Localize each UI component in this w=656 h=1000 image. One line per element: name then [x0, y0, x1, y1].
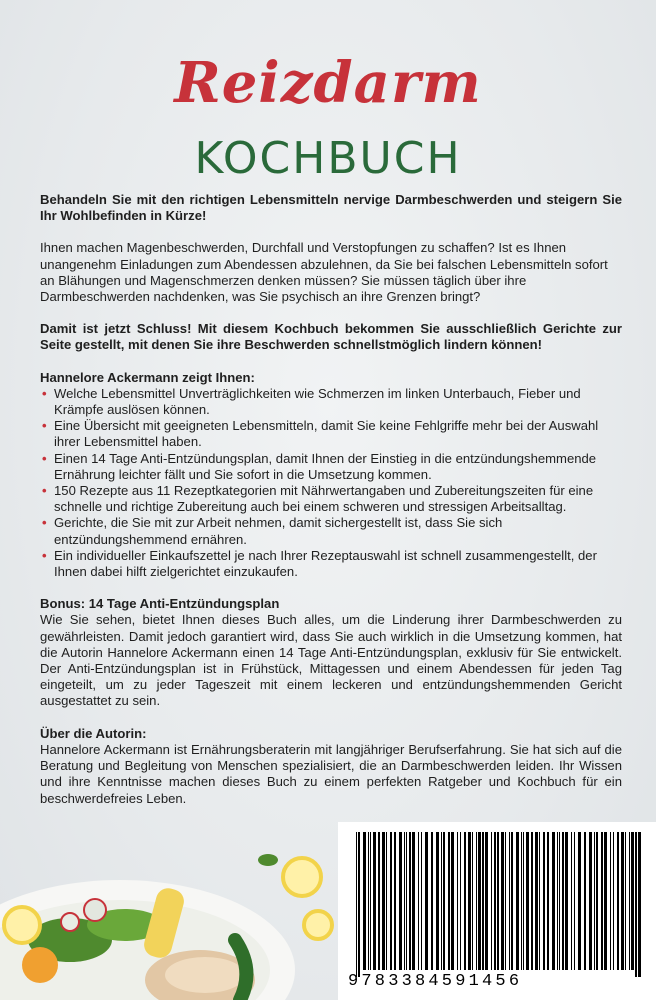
barcode-bar [509, 832, 510, 970]
title-main: KOCHBUCH [194, 133, 462, 184]
barcode-bar [613, 832, 614, 970]
barcode-bar [629, 832, 630, 970]
back-cover-text [40, 192, 622, 807]
bullet-icon: • [42, 483, 47, 499]
barcode-bar [511, 832, 513, 970]
barcode-bar [523, 832, 524, 970]
intro-promise: Damit ist jetzt Schluss! Mit diesem Kochbuch bekommen Sie ausschließlich Gerichte zur Seite gestellt, mit denen Sie ihre Beschwerden schnellstmöglich lindern können! [40, 321, 622, 353]
barcode-number: 9783384591456 [348, 972, 523, 991]
author-heading: Über die Autorin: [40, 725, 147, 741]
bullet-icon: • [42, 547, 47, 563]
barcode-bar [370, 832, 371, 970]
barcode-bar [460, 832, 461, 970]
barcode-bar [571, 832, 572, 970]
list-item: • 150 Rezepte aus 11 Rezeptkategorien mit Nährwertangaben und Zubereitungszeiten für eine schnelle und richtige Zubereitung auch bei einem schweren und stressigen Arbeitsalltag. [42, 483, 594, 515]
lemon-slice [283, 858, 321, 896]
radish-slice [84, 899, 106, 921]
barcode-bar [443, 832, 445, 970]
barcode-bar [631, 832, 634, 970]
barcode-bar [482, 832, 484, 970]
barcode-bar [441, 832, 442, 970]
barcode-bar [421, 832, 422, 970]
barcode-bar [491, 832, 492, 970]
barcode-bar [617, 832, 619, 970]
barcode-bar [406, 832, 407, 970]
barcode-bar [390, 832, 392, 970]
list-item: • Ein individueller Einkaufszettel je nach Ihrer Rezeptauswahl ist schnell zusammengestellt, der Ihnen dabei hilft zielgerichtet einzukaufen. [42, 547, 597, 580]
barcode-bar [409, 832, 411, 970]
barcode-bar [404, 832, 405, 970]
barcode-bar [604, 832, 607, 970]
barcode-bar [578, 832, 581, 970]
barcode-bar [431, 832, 433, 970]
barcode-bar [451, 832, 454, 970]
barcode-bar [635, 832, 637, 977]
barcode-bar [596, 832, 598, 970]
barcode-bar [539, 832, 540, 970]
bonus-heading: Bonus: 14 Tage Anti-Entzündungsplan [40, 596, 280, 612]
barcode-bar [436, 832, 439, 970]
barcode-bar [363, 832, 366, 970]
barcode-bar [547, 832, 549, 970]
barcode-bar [574, 832, 575, 970]
barcode-bar [601, 832, 603, 970]
barcode-bar [464, 832, 466, 970]
barcode-bar [516, 832, 519, 970]
bullet-icon: • [42, 418, 47, 434]
bullet-icon: • [42, 450, 47, 466]
barcode-bar [505, 832, 506, 970]
bullet-icon: • [42, 385, 47, 401]
barcode-bar [448, 832, 450, 970]
barcode-bars [348, 832, 648, 977]
barcode-bar [476, 832, 477, 970]
barcode-bar [386, 832, 387, 970]
barcode-bar [378, 832, 380, 970]
carrot [22, 947, 58, 983]
barcode-bar [457, 832, 458, 970]
barcode-bar [368, 832, 369, 970]
intro-questions: Ihnen machen Magenbeschwerden, Durchfall und Verstopfungen zu schaffen? Ist es Ihnen unangenehm Einladungen zum Abendessen abzulehnen, da Sie bei falschen Lebensmitteln sofort an Blähungen und Magenschmerzen denken müssen? Sie müssen täglich über ihre Darmbeschwerden nachdenken, was Sie psychisch an ihre Grenzen bringt? [40, 240, 608, 305]
barcode-bar [621, 832, 624, 970]
barcode-bar [584, 832, 586, 970]
bonus-text: Wie Sie sehen, bietet Ihnen dieses Buch alles, um die Linderung ihrer Darmbeschwerden zu gewährleisten. Damit jedoch garantiert wird, dass Sie auch wirklich in die Umsetzung kommen, hat die Autorin Hannelore Ackermann einen 14 Tage Anti-Entzündungsplan, exklusiv für Sie entwickelt. Der Anti-Entzündungsplan ist in Frühstück, Mittagessen und einem Abendessen für jeden Tag eingeteilt, um zu jeder Tageszeit mit einem leckeren und entzündungshemmenden Gericht ausgestattet zu sein. [40, 612, 622, 709]
bullet-icon: • [42, 515, 47, 531]
barcode-bar [373, 832, 376, 970]
lemon-slice [4, 907, 40, 943]
barcode-bar [543, 832, 545, 970]
barcode-bar [501, 832, 504, 970]
barcode-bar [399, 832, 402, 970]
features-heading: Hannelore Ackermann zeigt Ihnen: [40, 369, 255, 385]
list-item: • Welche Lebensmittel Unverträglichkeiten wie Schmerzen im linken Unterbauch, Fieber und Krämpfe auslösen können. [42, 385, 581, 418]
barcode-bar [559, 832, 560, 970]
barcode-bar [625, 832, 626, 970]
title-script: Reizdarm [174, 50, 482, 116]
features-list [40, 386, 622, 580]
barcode-bar [610, 832, 611, 970]
barcode-bar [494, 832, 496, 970]
barcode-bar [535, 832, 538, 970]
barcode-bar [497, 832, 499, 970]
barcode-bar [594, 832, 595, 970]
barcode-bar [412, 832, 415, 970]
barcode-bar [472, 832, 473, 970]
barcode-bar [478, 832, 481, 970]
list-item: • Gerichte, die Sie mit zur Arbeit nehmen, damit sichergestellt ist, dass Sie sich entzündungshemmend ernähren. [42, 515, 503, 547]
list-item: • Eine Übersicht mit geeigneten Lebensmitteln, damit Sie keine Fehlgriffe mehr bei der Auswahl ihrer Lebensmittel haben. [42, 418, 599, 450]
list-item: • Einen 14 Tage Anti-Entzündungsplan, damit Ihnen der Einstieg in die entzündungshemmende Ernährung leichter fällt und Sie sofort in die Umsetzung kommen. [42, 450, 597, 482]
barcode-bar [418, 832, 419, 970]
barcode-bar [485, 832, 488, 970]
barcode-bar [358, 832, 360, 977]
barcode-bar [394, 832, 396, 970]
barcode-bar [589, 832, 592, 970]
barcode-bar [425, 832, 428, 970]
barcode-bar [562, 832, 564, 970]
intro-headline: Behandeln Sie mit den richtigen Lebensmitteln nervige Darmbeschwerden und steigern Sie Ihr Wohlbefinden in Kürze! [40, 192, 622, 224]
author-text: Hannelore Ackermann ist Ernährungsberaterin mit langjähriger Berufserfahrung. Sie hat sich auf die Beratung und Begleitung von Menschen spezialisiert, die an Darmbeschwerden leiden. Ihr Wissen und ihre Kenntnisse machen dieses Buch zu einem perfekten Ratgeber und Kochbuch für ein beschwerdefreies Leben. [40, 741, 622, 806]
barcode-bar [552, 832, 555, 970]
barcode-bar [356, 832, 357, 977]
barcode-bar [468, 832, 471, 970]
barcode-bar [531, 832, 533, 970]
barcode-bar [521, 832, 522, 970]
barcode-bar [557, 832, 558, 970]
food-photo [0, 830, 340, 1000]
barcode-bar [526, 832, 529, 970]
lemon-slice [304, 911, 332, 939]
barcode-bar [382, 832, 385, 970]
barcode-bar [565, 832, 568, 970]
barcode-bar [638, 832, 641, 977]
